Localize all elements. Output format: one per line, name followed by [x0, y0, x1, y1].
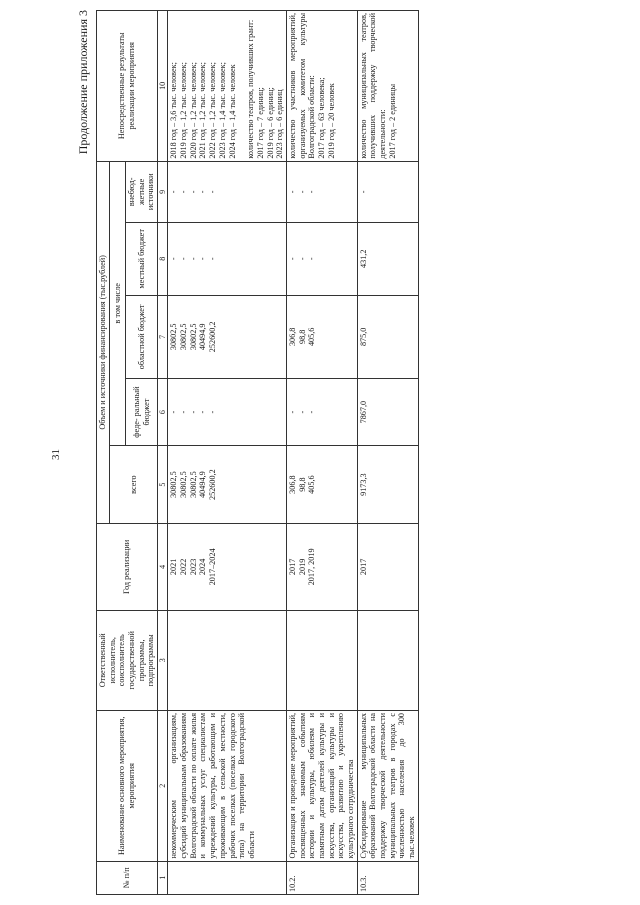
table-body [168, 11, 418, 895]
column-number: 6 [158, 379, 168, 446]
row-executor [168, 610, 286, 710]
result-line: 2017 год – 63 человека; [316, 77, 326, 159]
header-funding: Объем и источники финансирования (тыс.рублей) [97, 161, 110, 524]
header-extra: внебюд- жетные источники [126, 161, 158, 222]
row-regional-list [357, 295, 418, 379]
row-year-list [357, 524, 418, 610]
cell-value: 30802,5 [179, 323, 189, 351]
result-line: количество участников мероприятий, организуемых комитетом культуры Волгоградской области: [287, 13, 317, 159]
cell-value: 252600,2 [208, 321, 218, 353]
result-line: количество муниципальных театров, получивших поддержку творческой деятельности: [358, 13, 387, 159]
table-row [357, 11, 418, 895]
cell-value: 2017–2024 [208, 548, 218, 586]
result-line: 2021 год – 1,2 тыс. человек; [198, 62, 208, 159]
cell-value: 98,8 [297, 477, 307, 492]
cell-value: 40494,9 [198, 323, 208, 351]
row-results [286, 11, 357, 162]
row-federal-list [168, 379, 286, 446]
column-number: 3 [158, 610, 168, 710]
cell-value: - [188, 410, 198, 414]
row-federal-list [286, 379, 357, 446]
cell-value: - [307, 410, 317, 414]
cell-value: - [208, 410, 218, 414]
cell-value: 30802,5 [179, 471, 189, 498]
row-results [168, 11, 286, 162]
cell-value: - [169, 190, 179, 194]
column-number: 4 [158, 524, 168, 610]
cell-value: - [358, 190, 368, 194]
cell-value: 2019 [297, 558, 307, 576]
cell-value: 2017, 2019 [307, 548, 317, 586]
result-line: 2023 год – 6 единиц [275, 89, 285, 159]
cell-value: 30802,5 [169, 471, 179, 498]
header-executor: Ответственный исполнитель, соисполнитель государственной программы, подпрограммы [97, 610, 158, 710]
column-number: 8 [158, 223, 168, 296]
appendix-title: Продолжение приложения 3 [76, 10, 90, 155]
result-line: 2020 год – 1,2 тыс. человек; [188, 62, 198, 159]
row-results [357, 11, 418, 162]
row-year-list [168, 524, 286, 610]
result-line: 2024 год – 1,4 тыс. человек [227, 64, 237, 159]
cell-value: 40494,9 [198, 471, 208, 498]
cell-value: 2017 [358, 558, 368, 576]
column-number: 2 [158, 710, 168, 861]
row-number: 10.2. [286, 861, 357, 894]
row-regional-list [286, 295, 357, 379]
header-including: в том числе [109, 161, 125, 445]
result-line: 2023 год – 1,4 тыс. человек; [217, 62, 227, 159]
header-year: Год реализации [97, 524, 158, 610]
row-executor [286, 610, 357, 710]
cell-value: 405,6 [307, 327, 317, 347]
cell-value: - [307, 190, 317, 194]
cell-value: 2021 [169, 558, 179, 576]
row-year-list [286, 524, 357, 610]
header-results: Непосредственные результаты реализации мероприятия [97, 11, 158, 162]
cell-value: - [198, 257, 208, 261]
cell-value: 306,8 [287, 327, 297, 347]
cell-value: 2017 [287, 558, 297, 576]
row-activity-name: Организация и проведение мероприятий, посвященных значимым событиям истории и культуры, юбилеям и памятным датам деятелей культуры и искусства, организаций культуры и искусства, развитию и укреплению культурного сотрудничества [286, 710, 357, 861]
result-line: 2019 год – 20 человек [326, 83, 336, 159]
rotated-table-container [70, 10, 635, 895]
row-extra-list [357, 161, 418, 222]
cell-value: - [179, 410, 189, 414]
cell-value: - [287, 190, 297, 194]
cell-value: 30802,5 [169, 323, 179, 351]
cell-value: 30802,5 [188, 471, 198, 498]
cell-value: - [198, 410, 208, 414]
row-number [168, 861, 286, 894]
cell-value: - [208, 257, 218, 261]
cell-value: 2022 [179, 558, 189, 576]
result-line: 2017 год – 2 единицы [387, 83, 397, 159]
result-line: 2018 год – 3,6 тыс. человек; [169, 62, 179, 159]
result-line: количество театров, получивших грант: [246, 19, 256, 159]
row-executor [357, 610, 418, 710]
column-number-row [158, 11, 168, 895]
column-number: 1 [158, 861, 168, 894]
table-row [286, 11, 357, 895]
row-total-list [286, 446, 357, 524]
column-number: 7 [158, 295, 168, 379]
cell-value: - [307, 257, 317, 261]
cell-value: 431,2 [358, 249, 368, 268]
cell-value: - [169, 257, 179, 261]
table-row [168, 11, 286, 895]
cell-value: - [169, 410, 179, 414]
row-extra-list [286, 161, 357, 222]
row-local-list [357, 223, 418, 296]
cell-value: - [287, 257, 297, 261]
cell-value: 306,8 [287, 475, 297, 494]
row-number: 10.3. [357, 861, 418, 894]
cell-value: 2024 [198, 558, 208, 576]
result-line: 2019 год – 6 единиц; [265, 87, 275, 159]
cell-value: - [188, 257, 198, 261]
cell-value: - [287, 410, 297, 414]
cell-value: - [208, 190, 218, 194]
row-activity-name: Субсидирование муниципальных образований Волгоградской области на поддержку творческой деятельности муниципальных театров в городах с численностью населения до 300 тыс.человек [357, 710, 418, 861]
row-federal-list [357, 379, 418, 446]
row-regional-list [168, 295, 286, 379]
cell-value: 30802,5 [188, 323, 198, 351]
result-line [237, 13, 246, 159]
cell-value: 98,8 [297, 329, 307, 344]
row-total-list [357, 446, 418, 524]
cell-value: 7867,0 [358, 400, 368, 424]
cell-value: - [179, 190, 189, 194]
cell-value: - [297, 257, 307, 261]
result-line: 2017 год – 7 единиц; [255, 87, 265, 159]
cell-value: 2023 [188, 558, 198, 576]
header-num: № п/п [97, 861, 158, 894]
cell-value: - [198, 190, 208, 194]
row-activity-name: некоммерческим организациям, субсидий муниципальным образованиям Волгоградской области по оплате жилья и коммунальных услуг специалистам учреждений культуры, работающим и проживающим в сельской местности, рабочих поселках (поселках городского типа) на территории Волгоградской области [168, 710, 286, 861]
funding-table [96, 10, 419, 895]
cell-value: - [188, 190, 198, 194]
cell-value: - [179, 257, 189, 261]
row-local-list [168, 223, 286, 296]
header-regional: областной бюджет [126, 295, 158, 379]
cell-value: - [297, 410, 307, 414]
cell-value: 9173,3 [358, 473, 368, 496]
cell-value: 252600,2 [208, 469, 218, 500]
header-federal: феде- ральный бюджет [126, 379, 158, 446]
cell-value: 875,0 [358, 327, 368, 347]
header-name: Наименование основного мероприятия, мероприятия [97, 710, 158, 861]
cell-value: 405,6 [307, 475, 317, 494]
header-total: всего [109, 446, 157, 524]
result-line: 2019 год – 1,2 тыс. человек; [179, 62, 189, 159]
column-number: 9 [158, 161, 168, 222]
header-local: местный бюджет [126, 223, 158, 296]
column-number: 10 [158, 11, 168, 162]
page-number: 31 [50, 449, 62, 460]
row-total-list [168, 446, 286, 524]
row-local-list [286, 223, 357, 296]
cell-value: - [297, 190, 307, 194]
result-line: 2022 год – 1,2 тыс. человек; [208, 62, 218, 159]
column-number: 5 [158, 446, 168, 524]
row-extra-list [168, 161, 286, 222]
